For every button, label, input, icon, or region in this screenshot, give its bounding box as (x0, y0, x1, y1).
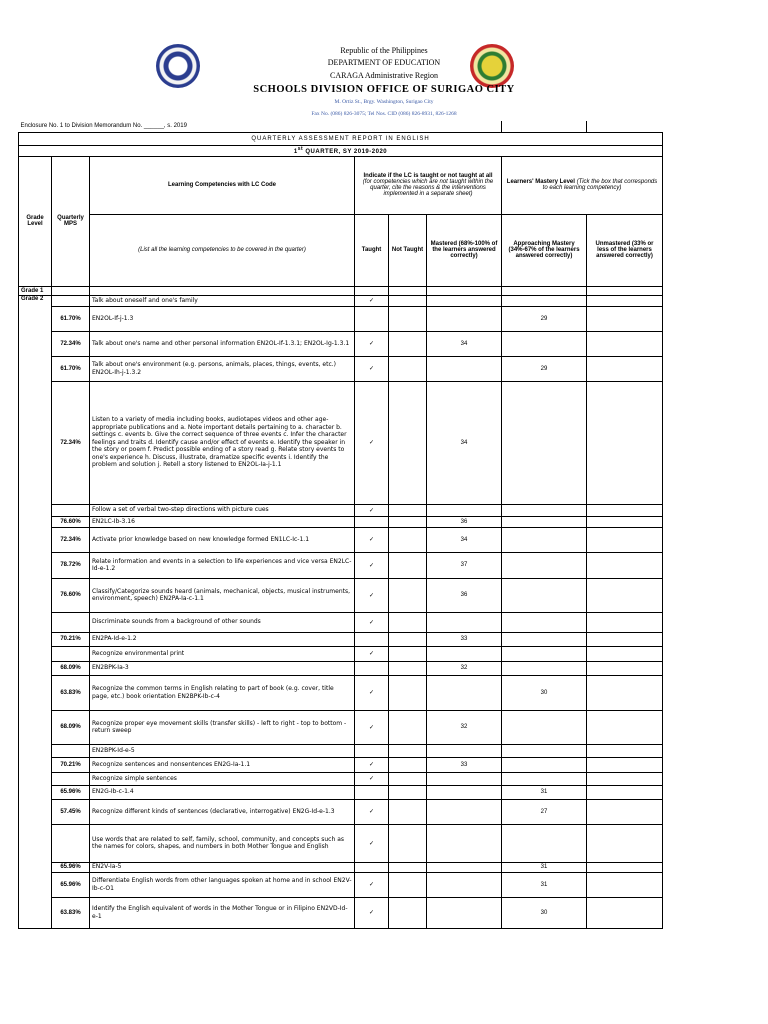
mastered-cell: 36 (427, 578, 502, 612)
taught-cell: ✓ (355, 527, 389, 552)
mastered-cell (427, 295, 502, 306)
mps-cell (52, 744, 90, 757)
competency-cell: Recognize proper eye movement skills (transfer skills) - left to right - top to bottom - return sweep (90, 710, 355, 744)
lc-note: (List all the learning competencies to be covered in the quarter) (90, 214, 355, 286)
approaching-cell (502, 772, 587, 785)
approaching-cell (502, 710, 587, 744)
taught-cell (355, 785, 389, 799)
not-taught-cell (389, 757, 427, 772)
approaching-cell (502, 381, 587, 504)
table-row (19, 295, 663, 306)
approaching-cell (502, 552, 587, 578)
taught-cell: ✓ (355, 295, 389, 306)
unmastered-cell (587, 757, 663, 772)
competency-cell: Talk about one's environment (e.g. persons, animals, places, things, events, etc.) EN2OL-Ih-j-1.3.2 (90, 356, 355, 381)
report-title: QUARTERLY ASSESSMENT REPORT IN ENGLISH (19, 132, 663, 145)
competency-cell: EN2PA-Id-e-1.2 (90, 632, 355, 646)
mastery-header: Learners' Mastery Level (Tick the box that corresponds to each learning competency) (502, 156, 663, 214)
taught-cell: ✓ (355, 331, 389, 356)
taught-cell (355, 661, 389, 675)
table-row (19, 331, 663, 356)
taught-cell: ✓ (355, 381, 389, 504)
table-row (19, 356, 663, 381)
indicate-header: Indicate if the LC is taught or not taught at all (for competencies which are not taught within the quarter, cite the reasons & the interventions implemented in a separate sheet) (355, 156, 502, 214)
table-row (19, 744, 663, 757)
competency-cell: EN2BPK-Ia-3 (90, 661, 355, 675)
not-taught-cell (389, 295, 427, 306)
approaching-cell: 30 (502, 897, 587, 928)
not-taught-cell (389, 578, 427, 612)
competency-cell: Talk about oneself and one's family (90, 295, 355, 306)
mastered-cell: 34 (427, 331, 502, 356)
table-row (19, 612, 663, 632)
unmastered-cell (587, 824, 663, 862)
unmastered-cell (587, 306, 663, 331)
competency-cell: Discriminate sounds from a background of other sounds (90, 612, 355, 632)
table-row (19, 578, 663, 612)
mastered-header: Mastered (68%-100% of the learners answered correctly) (427, 214, 502, 286)
mps-cell: 63.83% (52, 675, 90, 710)
approaching-cell (502, 331, 587, 356)
approaching-cell (502, 824, 587, 862)
mastered-cell: 34 (427, 381, 502, 504)
taught-cell (355, 744, 389, 757)
unmastered-cell (587, 632, 663, 646)
mps-cell: 68.09% (52, 661, 90, 675)
mps-cell (52, 772, 90, 785)
unmastered-cell (587, 772, 663, 785)
competency-cell: Relate information and events in a selection to life experiences and vice versa EN2LC-Id-e-1.2 (90, 552, 355, 578)
not-taught-cell (389, 710, 427, 744)
not-taught-header: Not Taught (389, 214, 427, 286)
approaching-header: Approaching Mastery (34%-67% of the learners answered correctly) (502, 214, 587, 286)
table-row (19, 872, 663, 897)
mastered-cell: 37 (427, 552, 502, 578)
taught-cell: ✓ (355, 872, 389, 897)
unmastered-cell (587, 612, 663, 632)
approaching-cell: 31 (502, 785, 587, 799)
taught-cell (355, 306, 389, 331)
approaching-cell: 27 (502, 799, 587, 824)
unmastered-cell (587, 661, 663, 675)
approaching-cell: 31 (502, 862, 587, 872)
approaching-cell (502, 632, 587, 646)
table-row (19, 632, 663, 646)
quarter-line: 1st QUARTER, SY 2019-2020 (19, 145, 663, 156)
mps-cell (52, 504, 90, 516)
mps-header: Quarterly MPS (52, 156, 90, 286)
table-row (19, 527, 663, 552)
approaching-cell (502, 612, 587, 632)
enclosure-note: Enclosure No. 1 to Division Memorandum No. ______, s. 2019 (19, 121, 502, 132)
approaching-cell (502, 516, 587, 527)
unmastered-cell (587, 356, 663, 381)
mastered-cell (427, 356, 502, 381)
competency-cell: EN2G-Ib-c-1.4 (90, 785, 355, 799)
not-taught-cell (389, 646, 427, 661)
approaching-cell: 29 (502, 306, 587, 331)
unmastered-cell (587, 799, 663, 824)
grade-2-label: Grade 2 (19, 295, 52, 928)
mps-cell: 65.96% (52, 862, 90, 872)
competency-cell: EN2OL-If-j-1.3 (90, 306, 355, 331)
mastered-cell: 32 (427, 661, 502, 675)
unmastered-cell (587, 381, 663, 504)
mastered-cell (427, 772, 502, 785)
not-taught-cell (389, 552, 427, 578)
unmastered-cell (587, 744, 663, 757)
taught-cell: ✓ (355, 772, 389, 785)
taught-cell: ✓ (355, 897, 389, 928)
unmastered-header: Unmastered (33% or less of the learners answered correctly) (587, 214, 663, 286)
unmastered-cell (587, 331, 663, 356)
approaching-cell (502, 295, 587, 306)
unmastered-cell (587, 527, 663, 552)
competency-cell: Recognize simple sentences (90, 772, 355, 785)
not-taught-cell (389, 306, 427, 331)
table-row (19, 824, 663, 862)
competency-cell: Identify the English equivalent of words in the Mother Tongue or in Filipino EN2VD-Id-e-1 (90, 897, 355, 928)
mastered-cell (427, 824, 502, 862)
unmastered-cell (587, 504, 663, 516)
mps-cell: 76.60% (52, 516, 90, 527)
competency-cell: Recognize environmental print (90, 646, 355, 661)
competency-cell: Recognize the common terms in English relating to part of book (e.g. cover, title page, etc.) book orientation EN2BPK-Ib-c-4 (90, 675, 355, 710)
table-row (19, 661, 663, 675)
not-taught-cell (389, 504, 427, 516)
unmastered-cell (587, 785, 663, 799)
unmastered-cell (587, 295, 663, 306)
approaching-cell (502, 757, 587, 772)
mps-cell: 72.34% (52, 381, 90, 504)
competency-cell: Differentiate English words from other languages spoken at home and in school EN2V-Ib-c-O1 (90, 872, 355, 897)
assessment-table (18, 121, 663, 929)
taught-cell: ✓ (355, 504, 389, 516)
table-row (19, 710, 663, 744)
competency-cell: Follow a set of verbal two-step directions with picture cues (90, 504, 355, 516)
taught-cell: ✓ (355, 578, 389, 612)
mps-cell (52, 612, 90, 632)
table-row (19, 862, 663, 872)
unmastered-cell (587, 862, 663, 872)
table-row (19, 772, 663, 785)
table-row (19, 306, 663, 331)
table-row (19, 381, 663, 504)
table-row (19, 785, 663, 799)
approaching-cell: 30 (502, 675, 587, 710)
approaching-cell (502, 527, 587, 552)
table-row (19, 552, 663, 578)
taught-cell: ✓ (355, 799, 389, 824)
not-taught-cell (389, 356, 427, 381)
competency-cell: Classify/Categorize sounds heard (animals, mechanical, objects, musical instruments, environment, speech) EN2PA-Ia-c-1.1 (90, 578, 355, 612)
department-line: DEPARTMENT OF EDUCATION (327, 58, 441, 67)
unmastered-cell (587, 578, 663, 612)
not-taught-cell (389, 527, 427, 552)
taught-cell (355, 632, 389, 646)
not-taught-cell (389, 612, 427, 632)
approaching-cell (502, 744, 587, 757)
not-taught-cell (389, 824, 427, 862)
republic-line: Republic of the Philippines (340, 46, 428, 55)
mastered-cell (427, 612, 502, 632)
mastered-cell (427, 897, 502, 928)
mps-cell: 63.83% (52, 897, 90, 928)
not-taught-cell (389, 862, 427, 872)
mps-cell: 65.96% (52, 872, 90, 897)
not-taught-cell (389, 331, 427, 356)
mps-cell: 70.21% (52, 632, 90, 646)
mastered-cell (427, 862, 502, 872)
table-row (19, 516, 663, 527)
competency-cell: Activate prior knowledge based on new knowledge formed EN1LC-Ic-1.1 (90, 527, 355, 552)
mps-cell: 61.70% (52, 356, 90, 381)
unmastered-cell (587, 646, 663, 661)
competency-cell: EN2BPK-Id-e-5 (90, 744, 355, 757)
not-taught-cell (389, 632, 427, 646)
mps-cell: 61.70% (52, 306, 90, 331)
not-taught-cell (389, 772, 427, 785)
table-row (19, 897, 663, 928)
unmastered-cell (587, 897, 663, 928)
approaching-cell (502, 578, 587, 612)
lc-header: Learning Competencies with LC Code (90, 156, 355, 214)
not-taught-cell (389, 381, 427, 504)
taught-cell: ✓ (355, 646, 389, 661)
taught-cell: ✓ (355, 356, 389, 381)
taught-cell: ✓ (355, 675, 389, 710)
mps-cell: 72.34% (52, 331, 90, 356)
unmastered-cell (587, 710, 663, 744)
competency-cell: EN2LC-Ib-3.16 (90, 516, 355, 527)
not-taught-cell (389, 799, 427, 824)
taught-cell: ✓ (355, 612, 389, 632)
mastered-cell (427, 306, 502, 331)
mastered-cell (427, 504, 502, 516)
taught-cell: ✓ (355, 710, 389, 744)
approaching-cell (502, 661, 587, 675)
approaching-cell: 29 (502, 356, 587, 381)
mastered-cell: 34 (427, 527, 502, 552)
mps-cell: 65.96% (52, 785, 90, 799)
mastered-cell (427, 675, 502, 710)
mastered-cell: 36 (427, 516, 502, 527)
mastered-cell (427, 744, 502, 757)
taught-cell (355, 862, 389, 872)
not-taught-cell (389, 785, 427, 799)
table-row (19, 799, 663, 824)
mastered-cell: 32 (427, 710, 502, 744)
taught-cell (355, 516, 389, 527)
approaching-cell (502, 646, 587, 661)
unmastered-cell (587, 552, 663, 578)
address-line: M. Ortiz St., Brgy. Washington, Surigao City (334, 99, 434, 105)
contact-line: Fax No. (086) 826-3075; Tel Nos. CID (086) 826-8931, 826-1268 (311, 111, 457, 117)
taught-header: Taught (355, 214, 389, 286)
mps-cell: 68.09% (52, 710, 90, 744)
not-taught-cell (389, 872, 427, 897)
mastered-cell (427, 785, 502, 799)
mps-cell (52, 295, 90, 306)
competency-cell: Listen to a variety of media including books, audiotapes videos and other age-appropriate publications and a. Note important details pertaining to a. character b. settings c. events b. Give the correct sequence of three events c. Infer the character feelings and traits d. Identify cause and/or effect of events e. Identify the speaker in the story or poem f. Predict possible ending of a story read g. Relate story events to one's experience h. Discuss, illustrate, dramatize specific events i. Identify the problem and solution j. Retell a story listened to EN2OL-Ia-j-1.1 (90, 381, 355, 504)
competency-cell: EN2V-Ia-5 (90, 862, 355, 872)
competency-cell: Recognize different kinds of sentences (declarative, interrogative) EN2G-Id-e-1.3 (90, 799, 355, 824)
office-line: SCHOOLS DIVISION OFFICE OF SURIGAO CITY (253, 84, 515, 95)
table-row (19, 504, 663, 516)
not-taught-cell (389, 897, 427, 928)
unmastered-cell (587, 675, 663, 710)
unmastered-cell (587, 872, 663, 897)
grade-level-header: Grade Level (19, 156, 52, 286)
mps-cell: 57.45% (52, 799, 90, 824)
not-taught-cell (389, 661, 427, 675)
table-row (19, 757, 663, 772)
table-row (19, 675, 663, 710)
competency-cell: Talk about one's name and other personal information EN2OL-If-1.3.1; EN2OL-Ig-1.3.1 (90, 331, 355, 356)
mastered-cell (427, 799, 502, 824)
mps-cell: 76.60% (52, 578, 90, 612)
mps-cell: 72.34% (52, 527, 90, 552)
approaching-cell: 31 (502, 872, 587, 897)
mps-cell (52, 824, 90, 862)
competency-cell: Recognize sentences and nonsentences EN2G-Ia-1.1 (90, 757, 355, 772)
taught-cell: ✓ (355, 757, 389, 772)
not-taught-cell (389, 516, 427, 527)
mastered-cell: 33 (427, 757, 502, 772)
mps-cell: 70.21% (52, 757, 90, 772)
unmastered-cell (587, 516, 663, 527)
approaching-cell (502, 504, 587, 516)
not-taught-cell (389, 675, 427, 710)
competency-cell: Use words that are related to self, family, school, community, and concepts such as the names for colors, shapes, and numbers in both Mother Tongue and English (90, 824, 355, 862)
mastered-cell: 33 (427, 632, 502, 646)
mps-cell: 78.72% (52, 552, 90, 578)
table-row (19, 646, 663, 661)
not-taught-cell (389, 744, 427, 757)
mastered-cell (427, 872, 502, 897)
mps-cell (52, 646, 90, 661)
taught-cell: ✓ (355, 552, 389, 578)
region-line: CARAGA Administrative Region (330, 71, 438, 80)
mastered-cell (427, 646, 502, 661)
taught-cell: ✓ (355, 824, 389, 862)
grade-1-label: Grade 1 (19, 286, 52, 295)
